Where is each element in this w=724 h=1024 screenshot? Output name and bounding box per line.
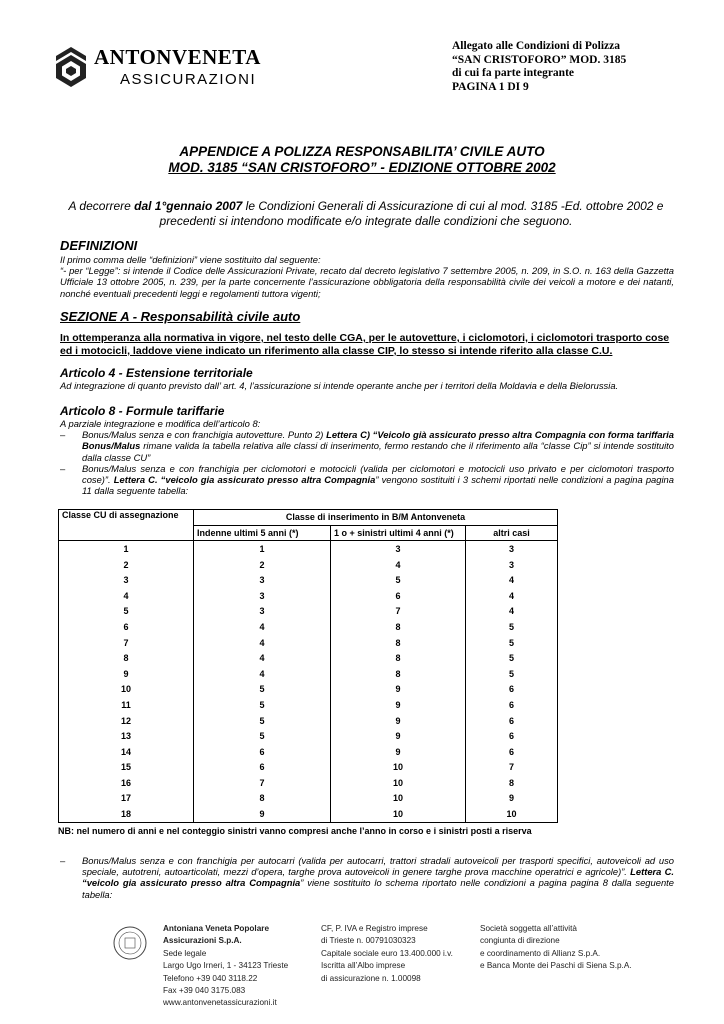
footer-line: Telefono +39 040 3118.22 xyxy=(163,973,258,983)
section-articolo-4 xyxy=(60,366,674,391)
table-cell: 3 xyxy=(59,572,194,588)
table-cell: 4 xyxy=(194,650,331,666)
table-cell: 6 xyxy=(194,744,331,760)
table-cell: 3 xyxy=(331,541,466,557)
table-cell: 18 xyxy=(59,806,194,822)
sezione-a-note: In ottemperanza alla normativa in vigore, nel testo delle CGA, per le autovetture, i ciclomotori, i ciclomotori trasporto cose ed i motocicli, laddove viene indicato un riferimento alla classe CIP, lo stesso si intende riferito alla classe C.U. xyxy=(60,332,670,357)
autocarri-bullet xyxy=(60,855,674,900)
table-cell: 4 xyxy=(466,604,558,620)
footer-line: di assicurazione n. 1.00098 xyxy=(321,973,421,983)
autocarri-section xyxy=(60,855,674,900)
table-note: NB: nel numero di anni e nel conteggio sinistri vanno compresi anche l’anno in corso e i sinistri posti a riserva xyxy=(58,826,532,836)
footer-line: congiunta di direzione xyxy=(480,936,560,946)
footer-website: www.antonvenetassicurazioni.it xyxy=(163,998,277,1008)
table-cell: 6 xyxy=(194,760,331,776)
title-line-1: APPENDICE A POLIZZA RESPONSABILITA’ CIVILE AUTO xyxy=(179,144,545,159)
bullet-dash: – xyxy=(60,855,66,866)
section-a xyxy=(60,309,674,358)
table-cell: 5 xyxy=(466,650,558,666)
document-title xyxy=(0,144,724,176)
footer-line: CF, P. IVA e Registro imprese xyxy=(321,924,428,933)
bullet-3-bold: Lettera C. “veicolo gia assicurato presso altra Compagnia xyxy=(82,866,674,889)
footer-line: di Trieste n. 00791030323 xyxy=(321,936,416,946)
table-row xyxy=(59,619,558,635)
bullet-dash: – xyxy=(60,462,66,474)
art8-heading: Articolo 8 - Formule tariffarie xyxy=(60,404,225,418)
title-line-2: MOD. 3185 “SAN CRISTOFORO” - EDIZIONE OTTOBRE 2002 xyxy=(168,160,556,175)
section-articolo-8 xyxy=(60,404,674,496)
intro-pre: A decorrere xyxy=(68,199,135,213)
col-classe-cu-header: Classe CU di assegnazione xyxy=(59,510,194,541)
table-cell: 1 xyxy=(59,541,194,557)
bullet-2-post: ” vengono sostituiti i 3 schemi riportati nelle condizioni a pagina pagina 11 dalla seguente tabella: xyxy=(82,474,674,497)
table-row xyxy=(59,791,558,807)
bullet-1-bold: Lettera C) “Veicolo già assicurato presso altra Compagnia con forma tariffaria Bonus/Malus xyxy=(82,429,674,452)
table-cell: 8 xyxy=(331,635,466,651)
footer-group-info xyxy=(480,923,632,973)
table-cell: 6 xyxy=(466,697,558,713)
table-cell: 4 xyxy=(59,588,194,604)
company-seal-icon xyxy=(113,926,147,960)
table-cell: 10 xyxy=(331,775,466,791)
bullet-2-bold: Lettera C. “veicolo gia assicurato presso altra Compagnia xyxy=(113,474,376,486)
table-cell: 6 xyxy=(466,744,558,760)
table-cell: 5 xyxy=(466,635,558,651)
table-cell: 10 xyxy=(59,682,194,698)
table-row xyxy=(59,557,558,573)
table-cell: 5 xyxy=(331,572,466,588)
table-cell: 4 xyxy=(194,666,331,682)
footer-line: e coordinamento di Allianz S.p.A. xyxy=(480,948,601,958)
table-row xyxy=(59,713,558,729)
table-row xyxy=(59,635,558,651)
group-header: Classe di inserimento in B/M Antonveneta xyxy=(194,510,558,526)
bullet-3-post: ” viene sostituito lo schema riportato nelle condizioni a pagina pagina 8 dalla seguente tabella: xyxy=(82,877,674,900)
table-body xyxy=(59,541,558,823)
table-cell: 17 xyxy=(59,791,194,807)
table-cell: 9 xyxy=(331,744,466,760)
art8-bullet-2 xyxy=(60,463,674,497)
bullet-1-pre: Bonus/Malus senza e con franchigia autovetture. Punto 2) xyxy=(82,429,327,441)
table-cell: 13 xyxy=(59,728,194,744)
table-cell: 6 xyxy=(466,682,558,698)
sezione-a-heading: SEZIONE A - Responsabilità civile auto xyxy=(60,309,301,324)
footer-line: Largo Ugo Irneri, 1 - 34123 Trieste xyxy=(163,961,289,971)
classi-cu-table xyxy=(58,509,558,823)
table-cell: 6 xyxy=(331,588,466,604)
table-cell: 3 xyxy=(466,557,558,573)
table-cell: 2 xyxy=(59,557,194,573)
table-cell: 4 xyxy=(331,557,466,573)
table-cell: 1 xyxy=(194,541,331,557)
table-header-row xyxy=(59,510,558,526)
table-row xyxy=(59,650,558,666)
intro-date: dal 1°gennaio 2007 xyxy=(134,199,243,213)
table-cell: 12 xyxy=(59,713,194,729)
art8-intro: A parziale integrazione e modifica dell’articolo 8: xyxy=(60,418,261,429)
reference-line-3: di cui fa parte integrante xyxy=(452,67,575,79)
footer-company-name-2: Assicurazioni S.p.A. xyxy=(163,936,242,946)
table-cell: 6 xyxy=(466,728,558,744)
table-row xyxy=(59,806,558,822)
table-row xyxy=(59,604,558,620)
table-cell: 6 xyxy=(466,713,558,729)
table-row xyxy=(59,588,558,604)
table-cell: 4 xyxy=(466,572,558,588)
table-cell: 10 xyxy=(331,806,466,822)
table-row xyxy=(59,744,558,760)
table-cell: 5 xyxy=(194,713,331,729)
table-cell: 15 xyxy=(59,760,194,776)
definizioni-paragraph-1: Il primo comma delle “definizioni” viene sostituito dal seguente: xyxy=(60,254,321,265)
table-cell: 5 xyxy=(59,604,194,620)
table-cell: 9 xyxy=(59,666,194,682)
subheader-indenne: Indenne ultimi 5 anni (*) xyxy=(194,525,331,541)
table-cell: 8 xyxy=(194,791,331,807)
page-number: PAGINA 1 DI 9 xyxy=(452,80,529,93)
table-cell: 5 xyxy=(194,728,331,744)
table-cell: 4 xyxy=(194,635,331,651)
table-cell: 5 xyxy=(466,666,558,682)
table-cell: 4 xyxy=(466,588,558,604)
bullet-1-post: rimane valida la tabella relativa alle classi di inserimento, fermo restando che il riferimento alla “classe Cip” si intende sostituito dalla classe CU” xyxy=(82,440,674,463)
footer-company-name-2-row xyxy=(163,935,288,947)
antonveneta-logo-icon xyxy=(56,47,86,87)
table-cell: 3 xyxy=(194,572,331,588)
table-cell: 5 xyxy=(466,619,558,635)
art4-heading: Articolo 4 - Estensione territoriale xyxy=(60,366,253,380)
table-row xyxy=(59,728,558,744)
table-cell: 3 xyxy=(194,604,331,620)
table-cell: 14 xyxy=(59,744,194,760)
table-row xyxy=(59,682,558,698)
table-cell: 10 xyxy=(331,760,466,776)
bullet-2-pre: Bonus/Malus senza e con franchigia per ciclomotori e motocicli (valida per ciclomotori e motocicli uso privato e per ciclomotori trasporto cose)”. xyxy=(82,462,674,486)
table-cell: 7 xyxy=(331,604,466,620)
company-logo xyxy=(56,45,276,95)
table-row xyxy=(59,541,558,557)
footer-line: Società soggetta all’attività xyxy=(480,924,577,933)
footer-line: Capitale sociale euro 13.400.000 i.v. xyxy=(321,948,453,958)
footer-line: Iscritta all’Albo imprese xyxy=(321,961,406,971)
table-cell: 7 xyxy=(466,760,558,776)
table-cell: 5 xyxy=(194,697,331,713)
footer-line: Sede legale xyxy=(163,948,207,958)
table-cell: 5 xyxy=(194,682,331,698)
art4-text: Ad integrazione di quanto previsto dall’ art. 4, l’assicurazione si intende operante anche per i territori della Moldavia e della Bielorussia. xyxy=(60,380,619,391)
table-row xyxy=(59,760,558,776)
footer-line: Fax +39 040 3175.083 xyxy=(163,986,246,996)
table-cell: 4 xyxy=(194,619,331,635)
footer-company-name-1: Antoniana Veneta Popolare xyxy=(163,924,270,933)
footer-line: e Banca Monte dei Paschi di Siena S.p.A. xyxy=(480,961,632,971)
bullet-dash: – xyxy=(60,429,66,441)
table-row xyxy=(59,697,558,713)
footer-company-info xyxy=(163,923,288,1010)
subheader-altri-casi: altri casi xyxy=(466,525,558,541)
logo-brand-text: ANTONVENETA xyxy=(94,45,261,69)
section-definizioni xyxy=(60,238,674,299)
table-cell: 7 xyxy=(194,775,331,791)
footer-registry-info xyxy=(321,923,453,985)
intro-post: le Condizioni Generali di Assicurazione di cui al mod. 3185 -Ed. ottobre 2002 e precedenti si intendono modificate e/o integrate dalle condizioni che seguono. xyxy=(159,199,664,228)
table-cell: 8 xyxy=(59,650,194,666)
document-reference xyxy=(452,40,626,94)
table-cell: 8 xyxy=(331,650,466,666)
subheader-sinistri: 1 o + sinistri ultimi 4 anni (*) xyxy=(331,525,466,541)
table-cell: 9 xyxy=(466,791,558,807)
reference-line-2: “SAN CRISTOFORO” MOD. 3185 xyxy=(452,53,627,66)
table-cell: 3 xyxy=(466,541,558,557)
table-cell: 2 xyxy=(194,557,331,573)
footer-company-name xyxy=(163,923,288,935)
definizioni-paragraph-2: “- per “Legge”: si intende il Codice delle Assicurazioni Private, recato dal decreto legislativo 7 settembre 2005, n. 209, in S.O. n. 163 della Gazzetta Ufficiale 13 ottobre 2005, n. 239, per la parte concernente l’assicurazione obbligatoria della responsabilità civile dei veicoli a motore e dei natanti, nonché eventuali precedenti leggi e regolamenti tuttora vigenti; xyxy=(60,265,674,299)
table-cell: 3 xyxy=(194,588,331,604)
table-cell: 8 xyxy=(331,619,466,635)
table-row xyxy=(59,775,558,791)
table-row xyxy=(59,666,558,682)
reference-line-1: Allegato alle Condizioni di Polizza xyxy=(452,40,621,52)
table-cell: 7 xyxy=(59,635,194,651)
bullet-3-pre: Bonus/Malus senza e con franchigia per autocarri (valida per autocarri, trattori stradali autoveicoli per trasporti specifici, autoveicoli ad uso speciale, autotreni, autoarticolati, mezzi d’opera, targhe prova autoveicoli in genere targhe prova macchine operatrici e agricole)”. xyxy=(82,855,674,878)
table-cell: 8 xyxy=(466,775,558,791)
art8-bullet-1 xyxy=(60,429,674,463)
table-cell: 9 xyxy=(331,728,466,744)
table-row xyxy=(59,572,558,588)
definizioni-heading: DEFINIZIONI xyxy=(60,238,138,253)
table-cell: 10 xyxy=(331,791,466,807)
table-cell: 11 xyxy=(59,697,194,713)
table-cell: 6 xyxy=(59,619,194,635)
table-cell: 9 xyxy=(331,682,466,698)
table-cell: 9 xyxy=(194,806,331,822)
table-cell: 9 xyxy=(331,697,466,713)
table-cell: 16 xyxy=(59,775,194,791)
logo-sub-text: ASSICURAZIONI xyxy=(120,71,257,88)
table-cell: 10 xyxy=(466,806,558,822)
table-cell: 8 xyxy=(331,666,466,682)
intro-paragraph xyxy=(60,199,672,229)
table-cell: 9 xyxy=(331,713,466,729)
